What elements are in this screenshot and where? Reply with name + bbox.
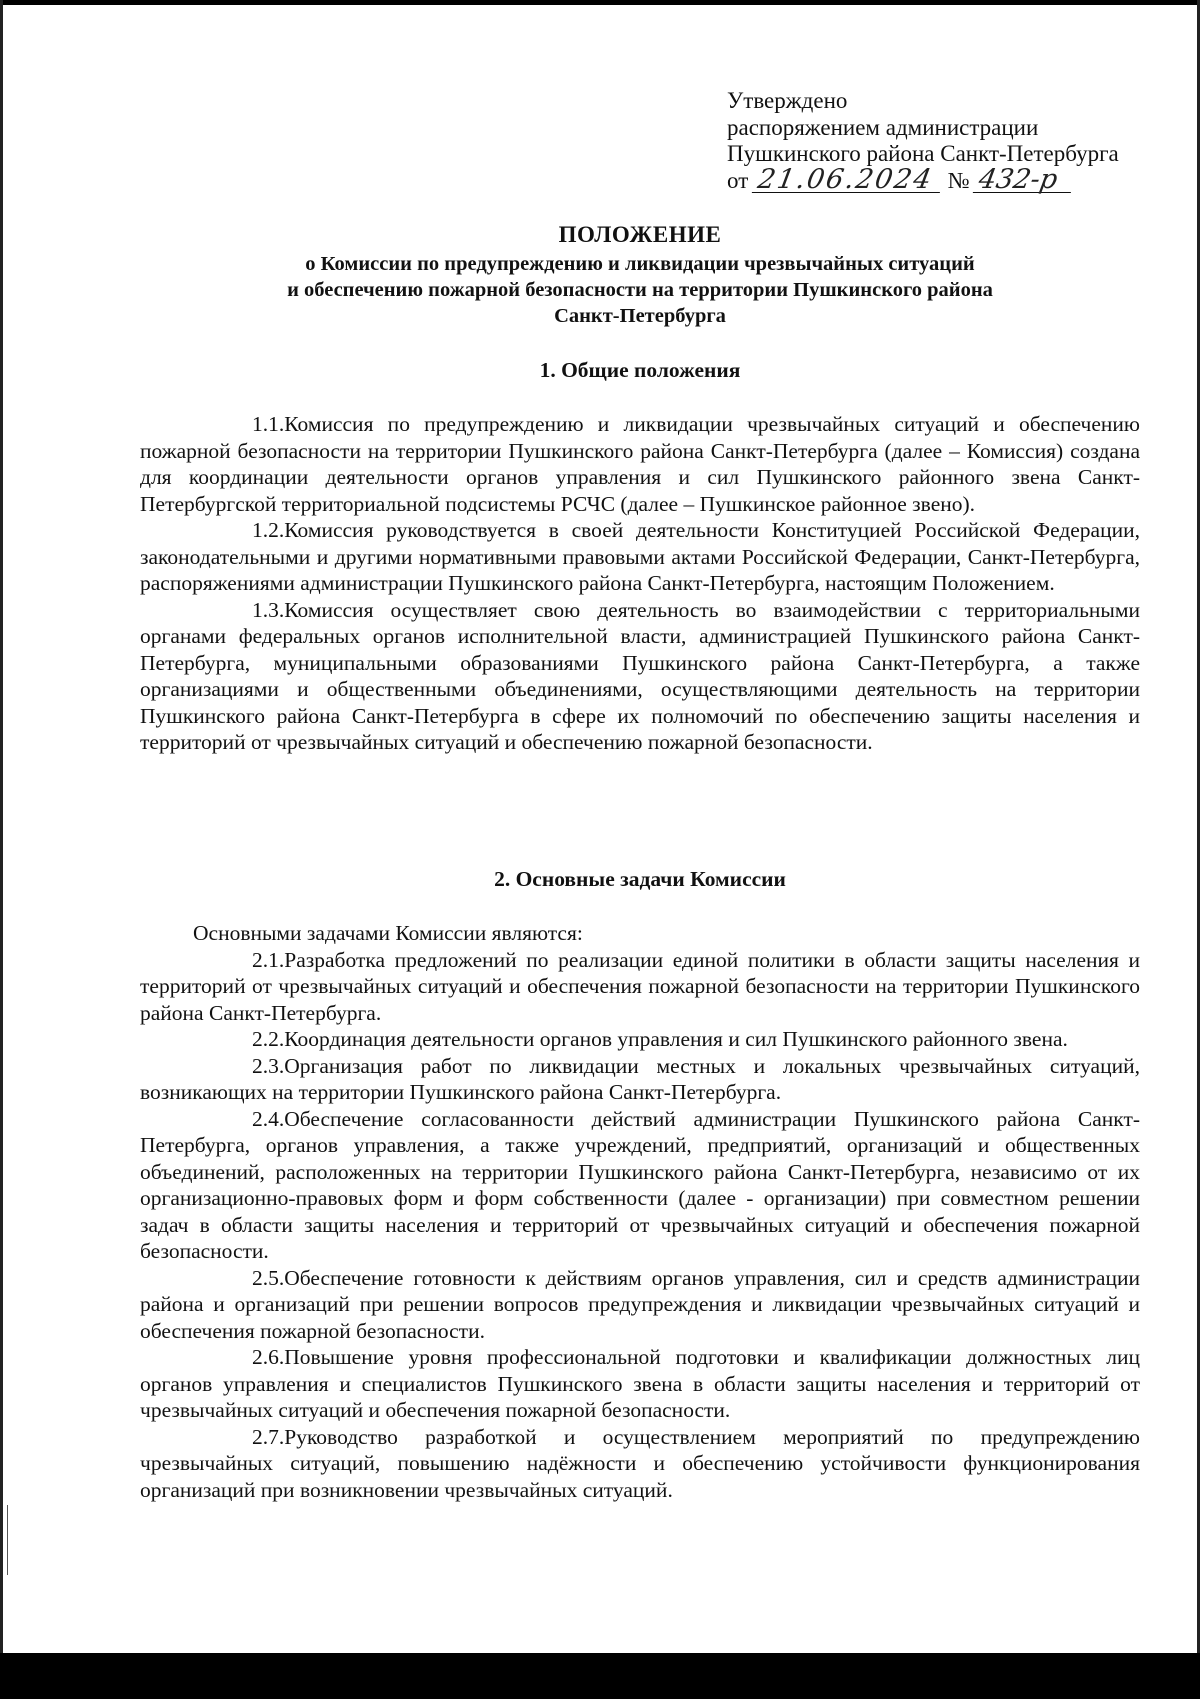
paragraph-1-1 <box>140 411 1140 517</box>
paragraph-2-7 <box>140 1424 1140 1504</box>
paragraph-text: Комиссия руководствуется в своей деятельности Конституцией Российской Федерации, законодательными и другими нормативными правовыми актами Российской Федерации, Санкт-Петербурга, распоряжениями администрации Пушкинского района Санкт-Петербурга, настоящим Положением. <box>140 518 1140 595</box>
paragraph-text: Разработка предложений по реализации единой политики в области защиты населения и территорий от чрезвычайных ситуаций и обеспечения пожарной безопасности на территории Пушкинского района Санкт-Петербурга. <box>140 947 1140 1025</box>
paragraph-text: Комиссия по предупреждению и ликвидации чрезвычайных ситуаций и обеспечению пожарной безопасности на территории Пушкинского района Санкт-Петербурга (далее – Комиссия) создана для координации деятельности органов управления и сил Пушкинского районного звена Санкт-Петербургской территориальной подсистемы РСЧС (далее – Пушкинское районное звено). <box>140 412 1140 516</box>
paragraph-text: Повышение уровня профессиональной подготовки и квалификации должностных лиц органов управления и специалистов Пушкинского звена в области защиты населения и территорий от чрезвычайных ситуаций и обеспечения пожарной безопасности. <box>140 1345 1140 1422</box>
paragraph-1-2 <box>140 517 1140 597</box>
paragraph-text: Обеспечение согласованности действий администрации Пушкинского района Санкт-Петербурга, органов управления, а также учреждений, предприятий, организаций и общественных объединений, расположенных на территории Пушкинского района Санкт-Петербурга, независимо от их организационно-правовых форм и форм собственности (далее - организации) при совместном решении задач в области защиты населения и территорий от чрезвычайных ситуаций и обеспечения пожарной безопасности. <box>140 1106 1140 1263</box>
document-title: ПОЛОЖЕНИЕ <box>558 222 722 247</box>
paragraph-number: 2.4. <box>252 1106 285 1131</box>
scan-margin-mark <box>7 1505 8 1575</box>
approval-line-2: распоряжением администрации <box>727 114 1039 140</box>
section-1-body <box>140 411 1140 756</box>
document-title-block <box>140 221 1140 329</box>
paragraph-2-1 <box>140 947 1140 1027</box>
paragraph-2-6 <box>140 1344 1140 1424</box>
paragraph-number: 2.3. <box>252 1053 285 1078</box>
section-2-body <box>140 920 1140 1503</box>
handwritten-date: 21.06.2024 <box>752 168 944 193</box>
date-prefix: от <box>727 167 749 193</box>
paragraph-number: 1.2. <box>252 518 285 542</box>
paragraph-2-5 <box>140 1265 1140 1345</box>
paragraph-number: 1.1. <box>252 412 285 436</box>
paragraph-number: 1.3. <box>252 597 285 622</box>
section-2-heading: 2. Основные задачи Комиссии <box>494 867 786 891</box>
paragraph-text: Координация деятельности органов управления и сил Пушкинского районного звена. <box>284 1027 1068 1051</box>
document-subtitle <box>140 251 1140 329</box>
paragraph-2-4 <box>140 1106 1140 1265</box>
approval-line-1: Утверждено <box>727 88 848 113</box>
scan-bottom-edge <box>0 1653 1200 1699</box>
approval-line-3: Пушкинского района Санкт-Петербурга <box>727 141 1119 166</box>
subtitle-line-1: о Комиссии по предупреждению и ликвидации чрезвычайных ситуаций <box>305 253 975 275</box>
section-2-lead: Основными задачами Комиссии являются: <box>193 921 583 945</box>
section-1-heading: 1. Общие положения <box>539 358 741 382</box>
scan-top-edge <box>0 0 1200 5</box>
paragraph-2-3 <box>140 1053 1140 1106</box>
subtitle-line-2: и обеспечению пожарной безопасности на территории Пушкинского района <box>287 279 993 301</box>
approval-stamp <box>727 88 1147 194</box>
paragraph-text: Обеспечение готовности к действиям органов управления, сил и средств администрации района и организаций при решении вопросов предупреждения и ликвидации чрезвычайных ситуаций и обеспечения пожарной безопасности. <box>140 1265 1140 1343</box>
approval-date-line <box>727 163 1147 195</box>
paragraph-number: 2.5. <box>252 1265 285 1290</box>
paragraph-number: 2.6. <box>252 1345 285 1369</box>
paragraph-text: Организация работ по ликвидации местных и локальных чрезвычайных ситуаций, возникающих на территории Пушкинского района Санкт-Петербурга. <box>140 1053 1140 1104</box>
paragraph-number: 2.7. <box>252 1424 285 1449</box>
scan-left-edge <box>0 0 3 1699</box>
paragraph-text: Руководство разработкой и осуществлением мероприятий по предупреждению чрезвычайных ситуаций, повышению надёжности и обеспечению устойчивости функционирования организаций при возникновении чрезвычайных ситуаций. <box>140 1424 1140 1502</box>
subtitle-line-3: Санкт-Петербурга <box>554 305 726 327</box>
number-sign: № <box>947 167 970 193</box>
paragraph-2-2 <box>140 1026 1140 1053</box>
paragraph-1-3 <box>140 597 1140 756</box>
handwritten-number: 432-р <box>973 168 1075 193</box>
paragraph-number: 2.2. <box>252 1027 285 1051</box>
paragraph-text: Комиссия осуществляет свою деятельность во взаимодействии с территориальными органами федеральных органов исполнительной власти, администрацией Пушкинского района Санкт-Петербурга, муниципальными образованиями Пушкинского района Санкт-Петербурга, а также организациями и общественными объединениями, осуществляющими деятельность на территории Пушкинского района Санкт-Петербурга в сфере их полномочий по обеспечению защиты населения и территорий от чрезвычайных ситуаций и обеспечению пожарной безопасности. <box>140 597 1140 754</box>
paragraph-number: 2.1. <box>252 947 285 972</box>
